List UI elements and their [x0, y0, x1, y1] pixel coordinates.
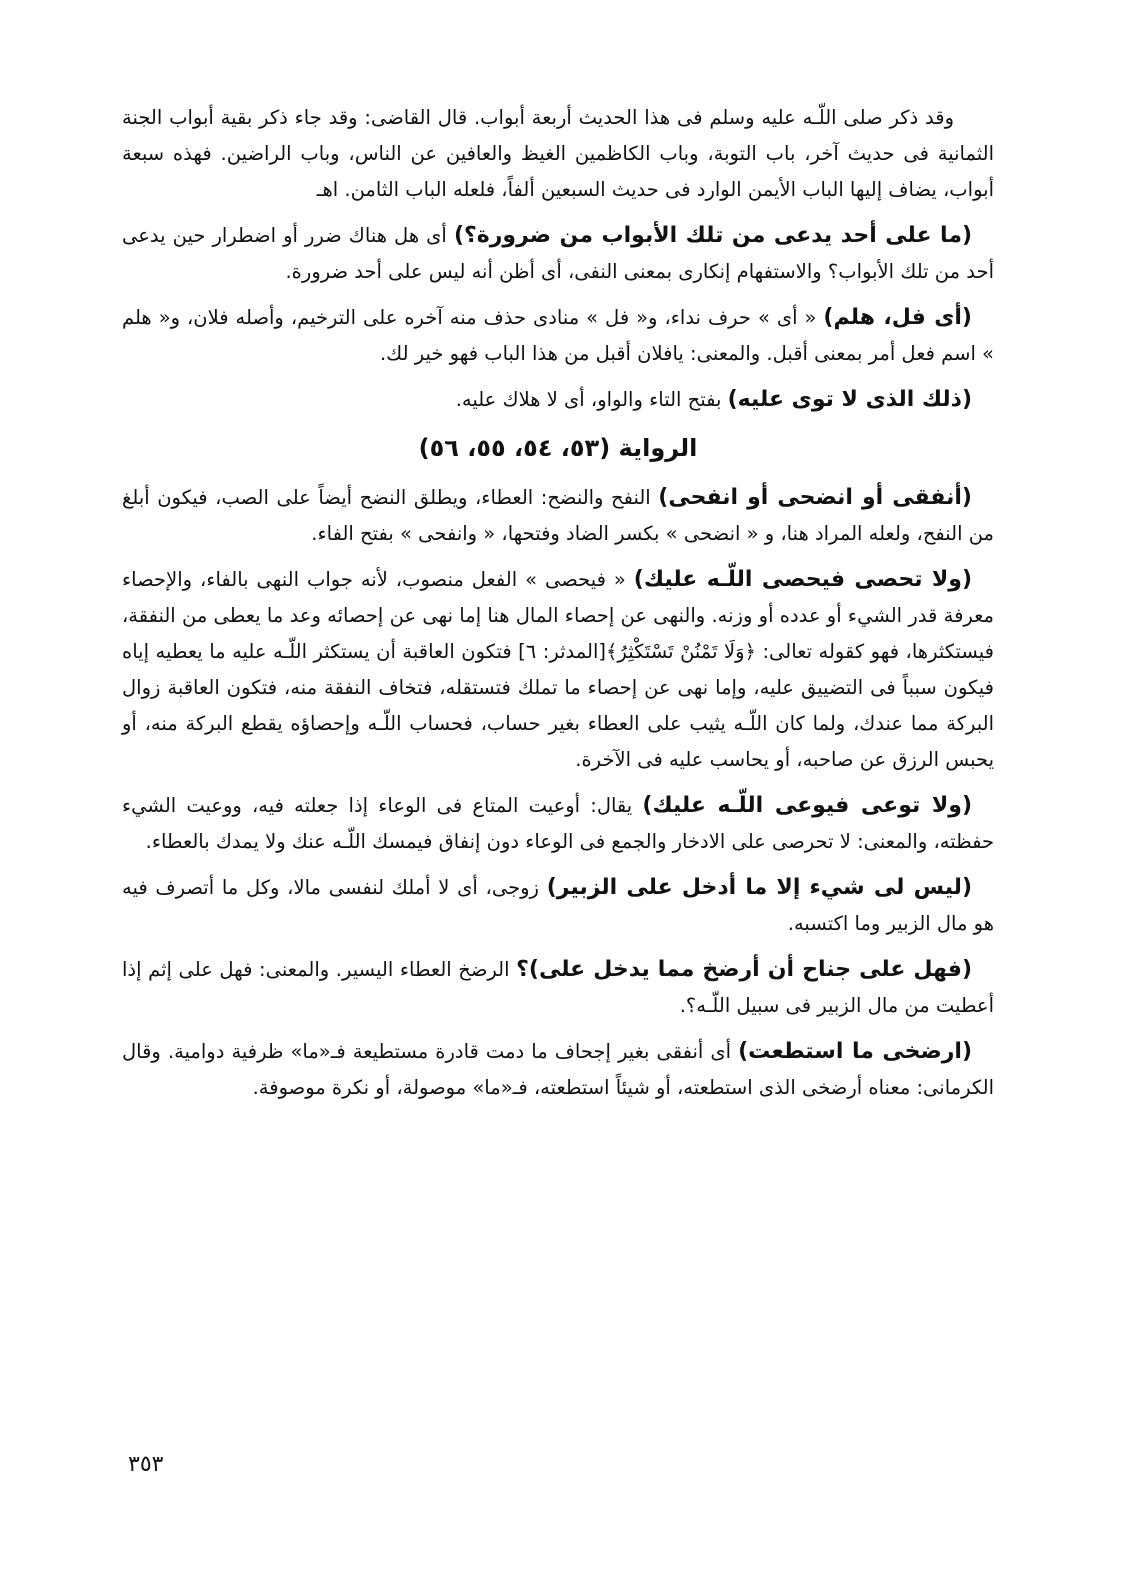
paragraph-lead: (أنفقى أو انضحى أو انفحى)	[658, 485, 972, 510]
paragraph-text: وقد ذكر صلى اللّـه عليه وسلم فى هذا الحديث أربعة أبواب. قال القاضى: وقد جاء ذكر بقية أبواب الجنة الثمانية فى حديث آخر، باب التوبة، وباب الكاظمين الغيظ والعافين عن الناس، وباب الراضين. فهذه سبعة أبواب، يضاف إليها الباب الأيمن الوارد فى حديث السبعين ألفاً، فلعله الباب الثامن. اهـ	[122, 106, 994, 201]
page-number: ٣٥٣	[128, 1452, 164, 1477]
page-body	[122, 100, 994, 1116]
paragraph-text: زوجى، أى لا أملك لنفسى مالا، وكل ما أتصرف فيه هو مال الزبير وما اكتسبه.	[122, 876, 994, 935]
paragraph-lead: (ليس لى شيء إلا ما أدخل على الزبير)	[546, 875, 972, 900]
paragraph-la-tawa	[122, 382, 994, 418]
paragraph-ay-fal	[122, 300, 994, 372]
paragraph-lead: (ما على أحد يدعى من تلك الأبواب من ضرورة؟)	[453, 223, 972, 248]
paragraph-text: يقال: أوعيت المتاع فى الوعاء إذا جعلته فيه، ووعيت الشيء حفظته، والمعنى: لا تحرصى على الادخار والجمع فى الوعاء دون إنفاق فيمسك اللّـه عنك ولا يمدك بالعطاء.	[122, 794, 994, 853]
paragraph-text: الرضخ العطاء اليسير. والمعنى: فهل على إثم إذا أعطيت من مال الزبير فى سبيل اللّـه؟.	[122, 958, 994, 1017]
paragraph-laysa-li	[122, 870, 994, 942]
paragraph-lead: (أى فل، هلم)	[823, 305, 972, 330]
paragraph-text: أى أنفقى بغير إجحاف ما دمت قادرة مستطيعة فـ«ما» ظرفية دوامية. وقال الكرمانى: معناه أرضخى الذى استطعته، أو شيئاً استطعته، فـ«ما» موصولة، أو نكرة موصوفة.	[122, 1040, 994, 1099]
paragraph-lead: (ولا تحصى فيحصى اللّـه عليك)	[633, 567, 972, 592]
paragraph-irdakhi	[122, 1034, 994, 1106]
paragraph-text: النفح والنضح: العطاء، ويطلق النضح أيضاً على الصب، فيكون أبلغ من النفح، ولعله المراد هنا، و « انضحى » بكسر الضاد وفتحها، « وانفحى » بفتح الفاء.	[122, 486, 994, 545]
paragraph-no-necessity	[122, 218, 994, 290]
paragraph-lead: (ارضخى ما استطعت)	[738, 1039, 972, 1064]
section-heading: الرواية (٥٣، ٥٤، ٥٥، ٥٦)	[418, 434, 698, 462]
paragraph-text: « فيحصى » الفعل منصوب، لأنه جواب النهى بالفاء، والإحصاء معرفة قدر الشيء أو عدده أو وزنه. والنهى عن إحصاء المال هنا إما نهى عن إحصائه وعد ما يعطى من النفقة، فيستكثرها، فهو كقوله تعالى: ﴿وَلَا تَمْنُنْ تَسْتَكْثِرُ﴾[المدثر: ٦] فتكون العاقبة أن يستكثر اللّـه عليه ما يعطيه إياه فيكون سبباً فى التضييق عليه، وإما نهى عن إحصاء ما تملك فتستقله، فتخاف النفقة منه، فتكون العاقبة زوال البركة مما عندك، ولما كان اللّـه يثيب على العطاء بغير حساب، فحساب اللّـه وإحصاؤه يقطع البركة منه، أو يحبس الرزق عن صاحبه، أو يحاسب عليه فى الآخرة.	[122, 568, 994, 771]
paragraph-intro	[122, 100, 994, 208]
paragraph-text: « أى » حرف نداء، و« فل » منادى حذف منه آخره على الترخيم، وأصله فلان، و« هلم » اسم فعل أمر بمعنى أقبل. والمعنى: يافلان أقبل من هذا الباب فهو خير لك.	[122, 306, 994, 365]
paragraph-la-tui	[122, 788, 994, 860]
paragraph-fahal-ala	[122, 952, 994, 1024]
paragraph-lead: (ولا توعى فيوعى اللّـه عليك)	[642, 793, 973, 818]
paragraph-text: أى هل هناك ضرر أو اضطرار حين يدعى أحد من تلك الأبواب؟ والاستفهام إنكارى بمعنى النفى، أى أظن أنه ليس على أحد ضرورة.	[122, 224, 994, 283]
paragraph-anfiqi	[122, 480, 994, 552]
paragraph-lead: (ذلك الذى لا توى عليه)	[727, 387, 972, 412]
paragraph-la-tuhsi	[122, 562, 994, 778]
paragraph-lead: (فهل على جناح أن أرضخ مما يدخل على)؟	[516, 957, 972, 982]
paragraph-text: بفتح التاء والواو، أى لا هلاك عليه.	[455, 388, 722, 411]
